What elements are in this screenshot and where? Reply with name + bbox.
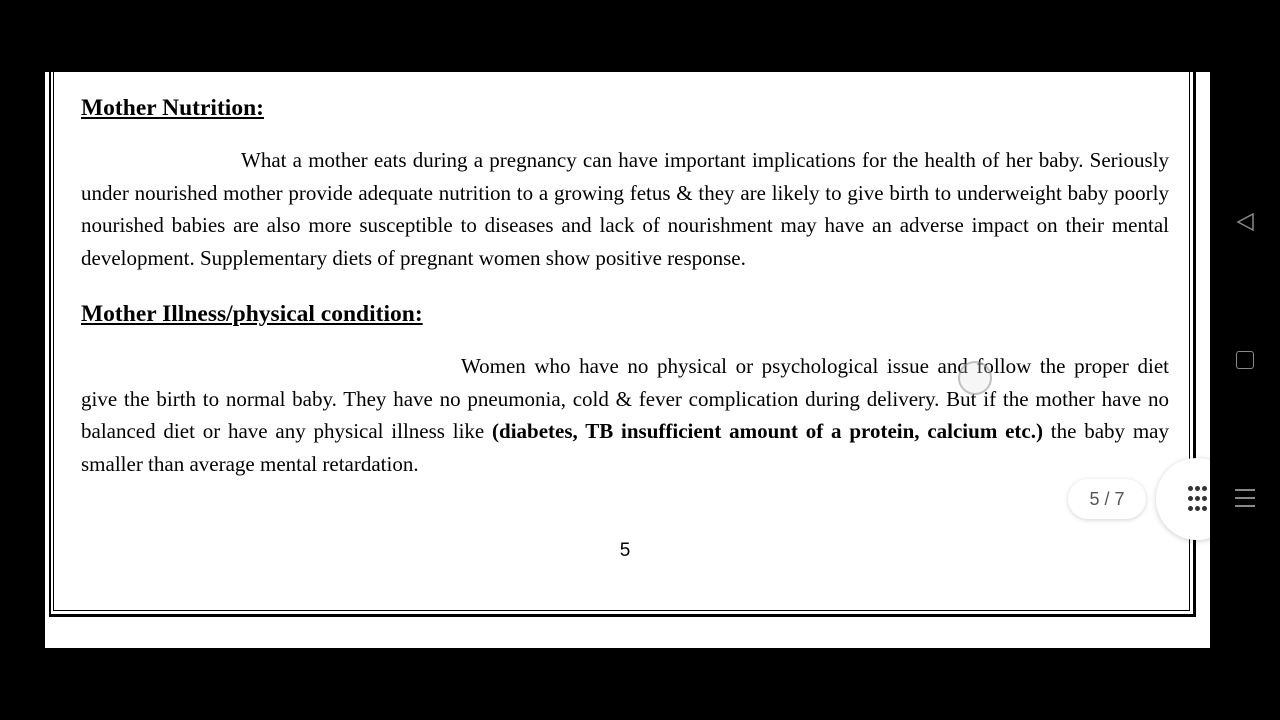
page-number: 5 (619, 540, 631, 561)
paragraph-mother-nutrition: What a mother eats during a pregnancy can have important implications for the health of her baby. Seriously under nourished mother provide adequate nutrition to a growing fetus & they are likely to give birth to underweight baby poorly nourished babies are also more susceptible to diseases and lack of nourishment may have an adverse impact on their mental development. Supplementary diets of pregnant women show positive response. (81, 148, 1169, 270)
heading-mother-illness: Mother Illness/physical condition: (81, 301, 423, 327)
paragraph-mother-illness (81, 350, 1169, 480)
menu-lines-icon[interactable] (1235, 489, 1255, 507)
recents-square-icon[interactable] (1236, 351, 1254, 369)
paragraph-text-end: the baby may smaller than average mental retardation. (81, 419, 1170, 476)
page-content (81, 90, 1169, 480)
paragraph-text-start: Women who have no physical or psychological issue and follow the proper diet give the birth to normal baby. They have no pneumonia, cold & fever complication during delivery. But if the mother have no balanced diet or have any physical illness like (81, 354, 1169, 443)
back-triangle-icon[interactable] (1236, 212, 1256, 232)
heading-mother-nutrition: Mother Nutrition: (81, 95, 264, 121)
paragraph-bold-text: (diabetes, TB insufficient amount of a protein, calcium etc.) (492, 419, 1043, 443)
grid-dots-icon[interactable] (1188, 486, 1206, 512)
page-indicator[interactable]: 5 / 7 (1068, 479, 1146, 519)
touch-indicator (958, 361, 992, 395)
